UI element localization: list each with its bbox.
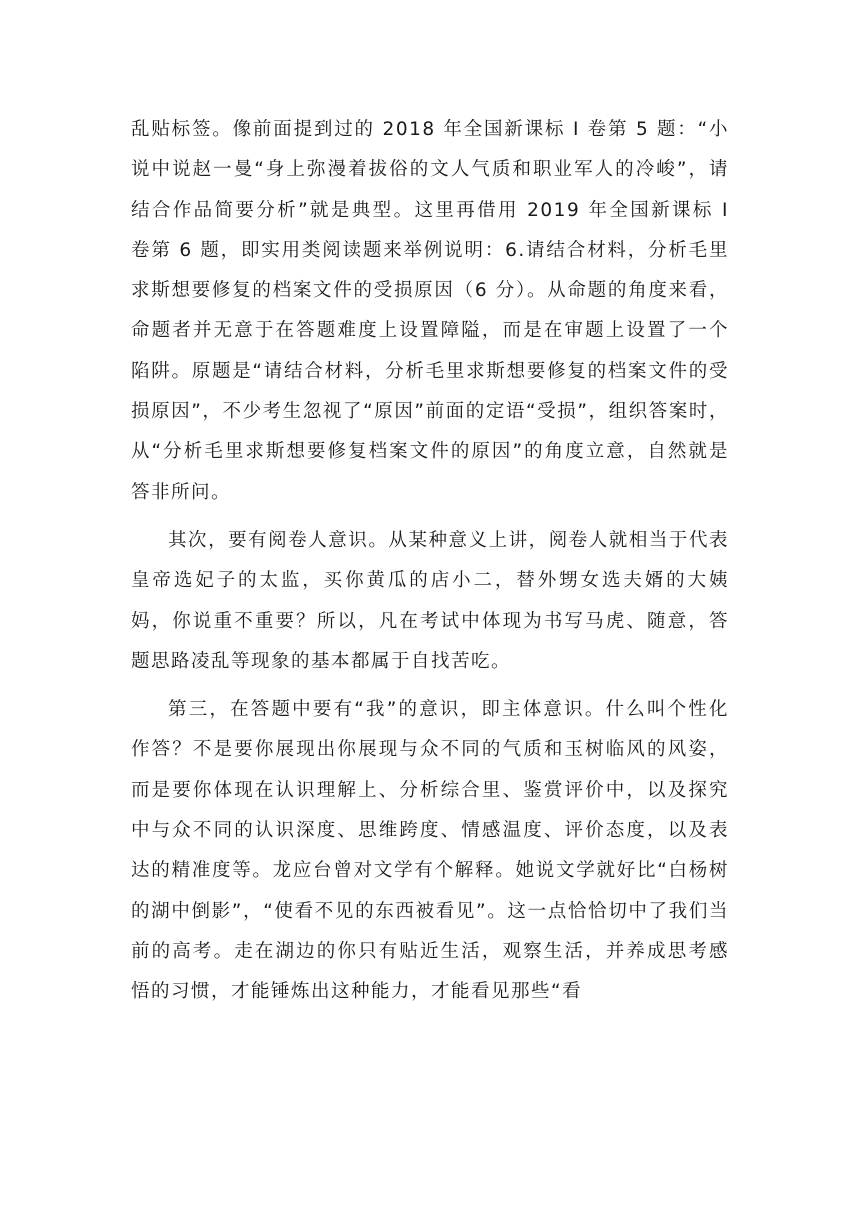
paragraph-continued: 乱贴标签。像前面提到过的 2018 年全国新课标 I 卷第 5 题：“小说中说赵一曼“身上弥漫着拔俗的文人气质和职业军人的冷峻”，请结合作品简要分析”就是典型。这里再借用 2019 年全国新课标 I 卷第 6 题，即实用类阅读题来举例说明：6.请结合材料，分析毛里求斯想要修复的档案文件的受损原因（6 分）。从命题的角度来看，命题者并无意于在答题难度上设置障隘，而是在审题上设置了一个陷阱。原题是“请结合材料，分析毛里求斯想要修复的档案文件的受损原因”，不少考生忽视了“原因”前面的定语“受损”，组织答案时，从“分析毛里求斯想要修复档案文件的原因”的角度立意，自然就是答非所问。	[131, 119, 729, 503]
document-body	[131, 110, 729, 1021]
paragraph-subject-awareness: 第三，在答题中要有“我”的意识，即主体意识。什么叫个性化作答？不是要你展现出你展现与众不同的气质和玉树临风的风姿，而是要你体现在认识理解上、分析综合里、鉴赏评价中，以及探究中与众不同的认识深度、思维跨度、情感温度、评价态度，以及表达的精准度等。龙应台曾对文学有个解释。她说文学就好比“白杨树的湖中倒影”，“使看不见的东西被看见”。这一点恰恰切中了我们当前的高考。走在湖边的你只有贴近生活，观察生活，并养成思考感悟的习惯，才能锤炼出这种能力，才能看见那些“看	[131, 699, 729, 1003]
paragraph-reader-awareness: 其次，要有阅卷人意识。从某种意义上讲，阅卷人就相当于代表皇帝选妃子的太监，买你黄瓜的店小二，替外甥女选夫婿的大姨妈，你说重不重要？所以，凡在考试中体现为书写马虎、随意，答题思路凌乱等现象的基本都属于自找苦吃。	[131, 529, 729, 672]
